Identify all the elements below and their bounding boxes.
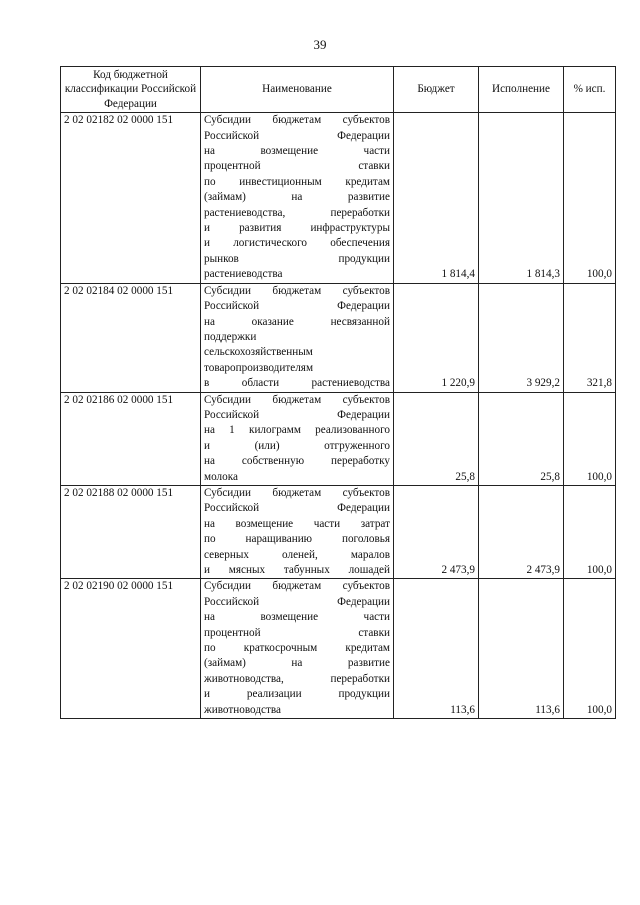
table-header-row — [61, 67, 616, 113]
header-execution: Исполнение — [479, 67, 564, 113]
name-line: Субсидии бюджетам субъектов — [204, 284, 390, 297]
header-code: Код бюджетной классификации Российской Федерации — [61, 67, 201, 113]
name-line: Субсидии бюджетам субъектов — [204, 486, 390, 499]
name-line: (займам) на развитие — [204, 657, 390, 670]
cell-execution: 25,8 — [479, 392, 564, 485]
cell-percent: 100,0 — [564, 113, 616, 283]
name-line: по краткосрочным кредитам — [204, 642, 390, 655]
name-line: и логистического обеспечения — [204, 237, 390, 250]
table-row — [61, 579, 616, 719]
name-line: и развития инфраструктуры — [204, 222, 390, 235]
name-line: северных оленей, маралов — [204, 548, 390, 561]
name-line: растениеводства — [204, 268, 283, 281]
cell-budget: 1 220,9 — [394, 283, 479, 392]
name-line: поддержки — [204, 330, 257, 343]
name-line: процентной ставки — [204, 626, 390, 639]
name-line: Российской Федерации — [204, 502, 390, 515]
name-line: на оказание несвязанной — [204, 315, 390, 328]
table-row — [61, 283, 616, 392]
cell-percent: 100,0 — [564, 485, 616, 578]
name-line: и мясных табунных лошадей — [204, 564, 390, 576]
budget-table — [60, 66, 616, 719]
cell-code: 2 02 02182 02 0000 151 — [61, 113, 201, 283]
cell-execution: 3 929,2 — [479, 283, 564, 392]
cell-budget: 25,8 — [394, 392, 479, 485]
name-line: (займам) на развитие — [204, 191, 390, 204]
name-line: Российской Федерации — [204, 300, 390, 313]
table-body — [61, 113, 616, 719]
cell-code: 2 02 02188 02 0000 151 — [61, 485, 201, 578]
name-line: на 1 килограмм реализованного — [204, 424, 390, 437]
name-line: по наращиванию поголовья — [204, 533, 390, 546]
name-line: в области растениеводства — [204, 377, 390, 390]
cell-name — [201, 579, 394, 719]
cell-name — [201, 283, 394, 392]
table-row — [61, 392, 616, 485]
name-line: растениеводства, переработки — [204, 206, 390, 219]
name-line: на возмещение части — [204, 145, 390, 158]
table-row — [61, 113, 616, 283]
name-line: молока — [204, 470, 238, 483]
cell-percent: 321,8 — [564, 283, 616, 392]
table-row — [61, 485, 616, 578]
cell-name — [201, 485, 394, 578]
name-line: Российской Федерации — [204, 129, 390, 142]
name-line: животноводства, переработки — [204, 672, 390, 685]
name-line: сельскохозяйственным — [204, 346, 313, 359]
name-line: Российской Федерации — [204, 408, 390, 421]
cell-budget: 113,6 — [394, 579, 479, 719]
name-line: и реализации продукции — [204, 688, 390, 701]
name-line: по инвестиционным кредитам — [204, 175, 390, 188]
cell-code: 2 02 02184 02 0000 151 — [61, 283, 201, 392]
cell-name — [201, 113, 394, 283]
header-name: Наименование — [201, 67, 394, 113]
name-line: на собственную переработку — [204, 455, 390, 468]
name-line: и (или) отгруженного — [204, 439, 390, 452]
cell-code: 2 02 02186 02 0000 151 — [61, 392, 201, 485]
name-line: на возмещение части затрат — [204, 517, 390, 530]
name-line: Субсидии бюджетам субъектов — [204, 393, 390, 406]
cell-budget: 2 473,9 — [394, 485, 479, 578]
name-line: Субсидии бюджетам субъектов — [204, 580, 390, 593]
cell-name — [201, 392, 394, 485]
name-line: на возмещение части — [204, 611, 390, 624]
header-budget: Бюджет — [394, 67, 479, 113]
header-percent: % исп. — [564, 67, 616, 113]
cell-execution: 2 473,9 — [479, 485, 564, 578]
cell-percent: 100,0 — [564, 579, 616, 719]
cell-code: 2 02 02190 02 0000 151 — [61, 579, 201, 719]
name-line: Российской Федерации — [204, 595, 390, 608]
name-line: Субсидии бюджетам субъектов — [204, 114, 390, 127]
cell-execution: 1 814,3 — [479, 113, 564, 283]
name-line: животноводства — [204, 703, 281, 716]
cell-percent: 100,0 — [564, 392, 616, 485]
cell-execution: 113,6 — [479, 579, 564, 719]
name-line: рынков продукции — [204, 252, 390, 265]
name-line: товаропроизводителям — [204, 361, 314, 374]
cell-budget: 1 814,4 — [394, 113, 479, 283]
page-number: 39 — [313, 37, 327, 52]
name-line: процентной ставки — [204, 160, 390, 173]
